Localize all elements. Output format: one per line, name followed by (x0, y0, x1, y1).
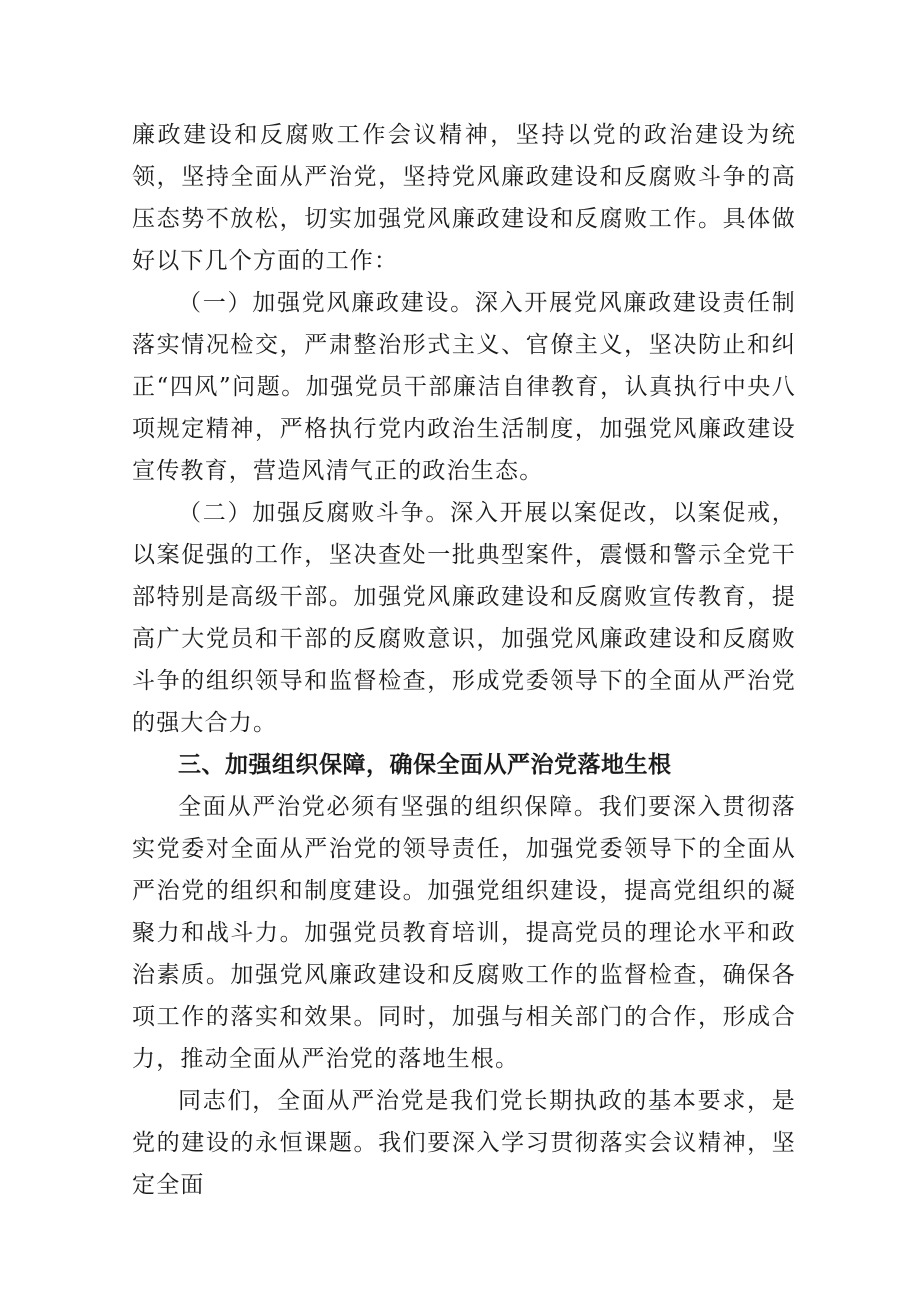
paragraph-section-one: （一）加强党风廉政建设。深入开展党风廉政建设责任制落实情况检交，严肃整治形式主义、官僚主义，坚决防止和纠正“四风”问题。加强党员干部廉洁自律教育，认真执行中央八项规定精神，严格执行党内政治生活制度，加强党风廉政建设宣传教育，营造风清气正的政治生态。 (132, 290, 796, 484)
document-body (132, 114, 796, 1206)
paragraph-organization: 全面从严治党必须有坚强的组织保障。我们要深入贯彻落实党委对全面从严治党的领导责任，加强党委领导下的全面从严治党的组织和制度建设。加强党组织建设，提高党组织的凝聚力和战斗力。加强党员教育培训，提高党员的理论水平和政治素质。加强党风廉政建设和反腐败工作的监督检查，确保各项工作的落实和效果。同时，加强与相关部门的合作，形成合力，推动全面从严治党的落地生根。 (132, 794, 796, 1072)
paragraph-closing: 同志们，全面从严治党是我们党长期执政的基本要求，是党的建设的永恒课题。我们要深入学习贯彻落实会议精神，坚定全面 (132, 1088, 796, 1198)
paragraph-continuation: 廉政建设和反腐败工作会议精神，坚持以党的政治建设为统领，坚持全面从严治党，坚持党风廉政建设和反腐败斗争的高压态势不放松，切实加强党风廉政建设和反腐败工作。具体做好以下几个方面的工作： (132, 122, 796, 274)
section-heading-three: 三、加强组织保障，确保全面从严治党落地生根 (178, 752, 672, 778)
paragraph-section-two: （二）加强反腐败斗争。深入开展以案促改，以案促戒，以案促强的工作，坚决查处一批典型案件，震慑和警示全党干部特别是高级干部。加强党风廉政建设和反腐败宣传教育，提高广大党员和干部的反腐败意识，加强党风廉政建设和反腐败斗争的组织领导和监督检查，形成党委领导下的全面从严治党的强大合力。 (132, 500, 796, 736)
